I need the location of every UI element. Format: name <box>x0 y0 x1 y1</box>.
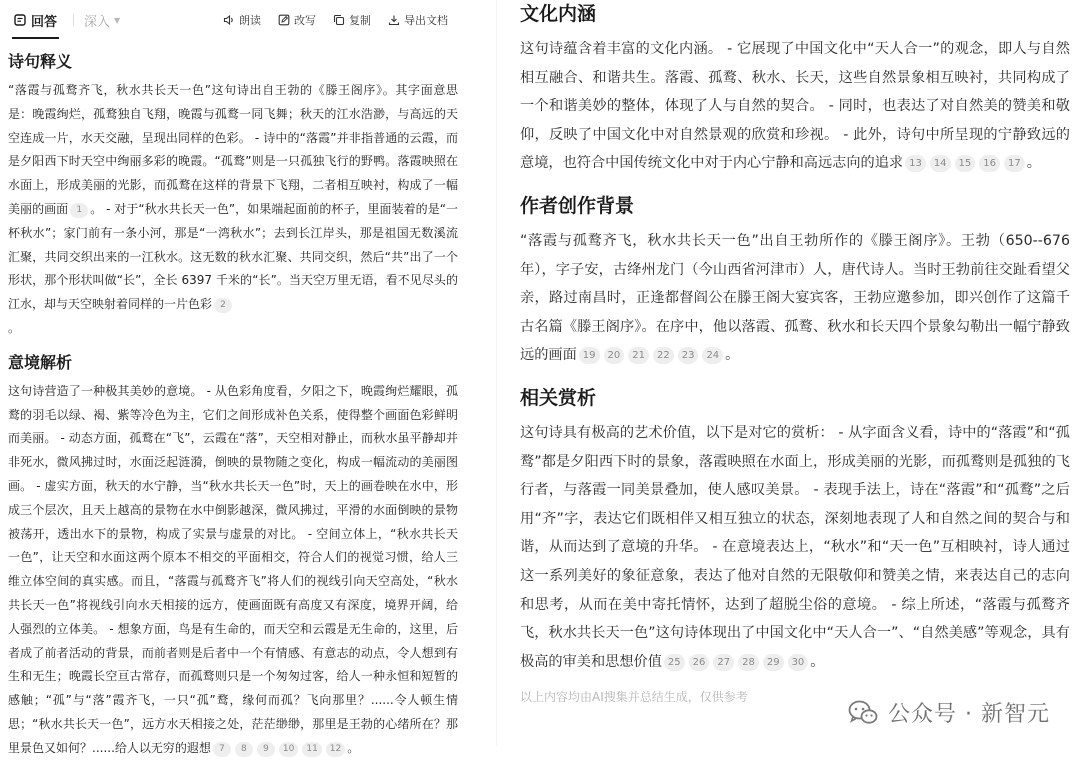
answer-toolbar <box>0 0 472 40</box>
edit-icon <box>278 14 290 26</box>
export-label: 导出文档 <box>404 14 448 27</box>
copy-label: 复制 <box>349 14 371 27</box>
citation-badge[interactable]: 17 <box>1004 155 1025 172</box>
citation-badge[interactable]: 9 <box>257 742 275 757</box>
citation-badge[interactable]: 13 <box>905 155 926 172</box>
watermark-text: 公众号 · 新智元 <box>888 702 1050 727</box>
speaker-icon <box>223 14 235 26</box>
citation-badge[interactable]: 29 <box>763 654 784 671</box>
section-heading-background: 作者创作背景 <box>520 194 635 217</box>
section-body-culture <box>520 35 1080 178</box>
citation-badge[interactable]: 19 <box>579 347 600 364</box>
ai-disclaimer: 以上内容均由AI搜集并总结生成，仅供参考 <box>520 690 748 705</box>
citation-badge[interactable]: 20 <box>604 347 625 364</box>
paragraph-text: 这句诗营造了一种极其美妙的意境。 - 从色彩角度看，夕阳之下，晚霞绚烂耀眼，孤鹜的羽毛以绿、褐、紫等冷色为主，它们之间形成补色关系，使得整个画面色彩鲜明而美丽。 - 动态方面，孤鹜在“飞”，云霞在“落”，天空相对静止，而秋水虽平静却并非死水，微风拂过时，水面泛起涟漪，倒映的景物随之变化，构成一幅流动的美丽图画。 - 虚实方面，秋天的水宁静，当“秋水共长天一色”时，天上的画卷映在水中，形成三个层次，且天上越高的景物在水中倒影越深，微风拂过，平滑的水面倒映的景物被荡开，透出水下的景物，构成了实景与虚景的对比。 - 空间立体上，“秋水共长天一色”，让天空和水面这两个原本不相交的平面相交，符合人们的视觉习惯，给人三维立体空间的真实感。而且，“落霞与孤鹜齐飞”将人们的视线引向天空高处，“秋水共长天一色”将视线引向水天相接的远方，使画面既有高度又有深度，境界开阔，给人强烈的立体美。 - 想象方面，鸟是有生命的，而天空和云霞是无生命的，这里，后者成了前者活动的背景，而前者则是后者中一个有情感、有意志的动点，令人想到有生和无生；晚霞长空亘古常存，而孤鹜则只是一个匆匆过客，给人一种永恒和短暂的感触；“孤”与“落”霞齐飞，一只“孤”鹜，缘何而孤？飞向那里？......令人顿生情思；“秋水共长天一色”，远方水天相接之处，茫茫缈缈，那里是王勃的心绪所在？那里景色又如何？......给人以无穷的遐想 <box>8 383 458 755</box>
chevron-down-icon: ▼ <box>114 15 121 25</box>
paragraph-text: “落霞与孤鹜齐飞，秋水共长天一色”出自王勃所作的《滕王阁序》。王勃（650--676 年），字子安，古绛州龙门（今山西省河津市）人，唐代诗人。当时王勃前往交趾看望父亲，路过南昌时，正逢都督阎公在滕王阁大宴宾客，王勃应邀参加，即兴创作了这篇千古名篇《滕王阁序》。在序中，他以落霞、孤鹜、秋水和长天四个景象勾勒出一幅宁静致远的画面 <box>520 232 1070 364</box>
citation-group <box>662 654 810 670</box>
section-heading-mood: 意境解析 <box>8 352 73 372</box>
citation-badge[interactable]: 21 <box>628 347 649 364</box>
panel-divider <box>496 0 497 746</box>
section-body-meaning <box>0 79 472 341</box>
citation-badge[interactable]: 26 <box>689 654 710 671</box>
citation-badge[interactable]: 23 <box>678 347 699 364</box>
paragraph-text: “落霞与孤鹜齐飞，秋水共长天一色”这句诗出自王勃的《滕王阁序》。其字面意思是：晚霞绚烂，孤鹜独自飞翔，晚霞与孤鹜一同飞舞；秋天的江水浩渺，与高远的天空连成一片，水天交融，呈现出同样的色彩。 - 诗中的“落霞”并非指普通的云霞，而是夕阳西下时天空中绚丽多彩的晚霞。“孤鹜”则是一只孤独飞行的野鸭。落霞映照在水面上，形成美丽的光影，而孤鹜在这样的背景下飞翔，二者相互映衬，构成了一幅美丽的画面 <box>8 83 458 216</box>
section-heading-appreciation: 相关赏析 <box>520 386 597 409</box>
citation-badge[interactable]: 14 <box>930 155 951 172</box>
wechat-icon <box>848 700 878 726</box>
tab-deep-label: 深入 <box>84 14 111 30</box>
copy-icon <box>333 14 345 26</box>
citation-badge[interactable]: 25 <box>664 654 685 671</box>
citation-group <box>577 347 725 363</box>
paragraph-end: 。 <box>725 347 740 364</box>
paragraph-end: 。 <box>347 740 360 755</box>
citation-badge[interactable]: 7 <box>213 742 231 757</box>
citation-group <box>903 155 1027 171</box>
section-body-background <box>520 227 1080 370</box>
paragraph-text: 这句诗蕴含着丰富的文化内涵。 - 它展现了中国文化中“天人合一”的观念，即人与自然相互融合、和谐共生。落霞、孤鹜、秋水、长天，这些自然景象相互映衬，共同构成了一个和谐美妙的整体，体现了人与自然的契合。 - 同时，也表达了对自然美的赞美和敬仰，反映了中国文化中对自然景观的欣赏和珍视。 - 此外，诗句中所呈现的宁静致远的意境，也符合中国传统文化中对于内心宁静和高远志向的追求 <box>520 41 1070 172</box>
citation-badge[interactable]: 27 <box>713 654 734 671</box>
answer-doc-icon <box>14 14 26 26</box>
rewrite-label: 改写 <box>294 14 316 27</box>
download-icon <box>388 14 400 26</box>
section-body-mood <box>0 380 472 761</box>
paragraph-text: 这句诗具有极高的艺术价值，以下是对它的赏析： - 从字面含义看，诗中的“落霞”和“孤鹜”都是夕阳西下时的景象，落霞映照在水面上，形成美丽的光影，而孤鹜则是孤独的飞行者，与落霞一同美景叠加，使人感叹美景。 - 表现手法上，诗在“落霞”和“孤鹜”之后用“齐”字，表达它们既相伴又相互独立的状态，深刻地表现了人和自然之间的契合与和谐，从而达到了意境的升华。 - 在意境表达上，“秋水”和“天一色”互相映衬，诗人通过这一系列美好的象征意象，表达了他对自然的无限敬仰和赞美之情，来表达自己的志向和思考，从而在美中寄托情怀，达到了超脱尘俗的意境。 - 综上所述，“落霞与孤鹜齐飞，秋水共长天一色”这句诗体现出了中国文化中“天人合一”、“自然美感”等观念，具有极高的审美和思想价值 <box>520 424 1070 670</box>
watermark <box>848 697 1050 728</box>
citation-badge[interactable]: 22 <box>653 347 674 364</box>
citation-group <box>211 741 347 755</box>
tab-deep[interactable] <box>84 11 120 30</box>
export-document-button[interactable] <box>388 12 448 28</box>
right-answer-panel <box>520 0 1080 746</box>
tab-separator <box>73 14 74 26</box>
paragraph-text: 。 - 对于“秋水共长天一色”，如果端起面前的杯子，里面装着的是“一杯秋水”；家门前有一条小河，那是“一湾秋水”；去到长江岸头，那是祖国无数溪流汇聚，共同交织出来的一江秋水。这无数的秋水汇聚、共同交织，然后“共”出了一个形状，那个形状叫做“长”，全长 6397 千米的“长”。当天空万里无语，看不见尽头的江水，却与天空映射着同样的一片色彩 <box>8 201 458 312</box>
citation-badge[interactable]: 1 <box>70 203 88 218</box>
citation-badge[interactable]: 2 <box>214 298 232 313</box>
citation-badge[interactable]: 16 <box>979 155 1000 172</box>
citation-badge[interactable]: 11 <box>302 742 321 757</box>
copy-button[interactable] <box>333 12 371 28</box>
section-body-appreciation <box>520 419 1080 676</box>
citation-badge[interactable]: 30 <box>788 654 809 671</box>
left-answer-panel <box>0 0 472 755</box>
citation-badge[interactable]: 10 <box>279 742 298 757</box>
tab-answer-label: 回答 <box>31 14 58 30</box>
paragraph-end: 。 <box>810 653 825 670</box>
read-aloud-button[interactable] <box>223 12 261 28</box>
action-bar <box>223 12 464 28</box>
paragraph-end: 。 <box>1026 155 1041 172</box>
citation-badge[interactable]: 24 <box>702 347 723 364</box>
section-heading-culture: 文化内涵 <box>520 3 597 25</box>
citation-badge[interactable]: 28 <box>738 654 759 671</box>
citation-badge[interactable]: 12 <box>326 742 345 757</box>
citation-badge[interactable]: 8 <box>235 742 253 757</box>
paragraph-end: 。 <box>8 320 21 335</box>
tab-answer[interactable] <box>8 9 63 31</box>
rewrite-button[interactable] <box>278 12 316 28</box>
read-aloud-label: 朗读 <box>239 14 261 27</box>
section-heading-meaning: 诗句释义 <box>8 52 73 71</box>
citation-badge[interactable]: 15 <box>955 155 976 172</box>
